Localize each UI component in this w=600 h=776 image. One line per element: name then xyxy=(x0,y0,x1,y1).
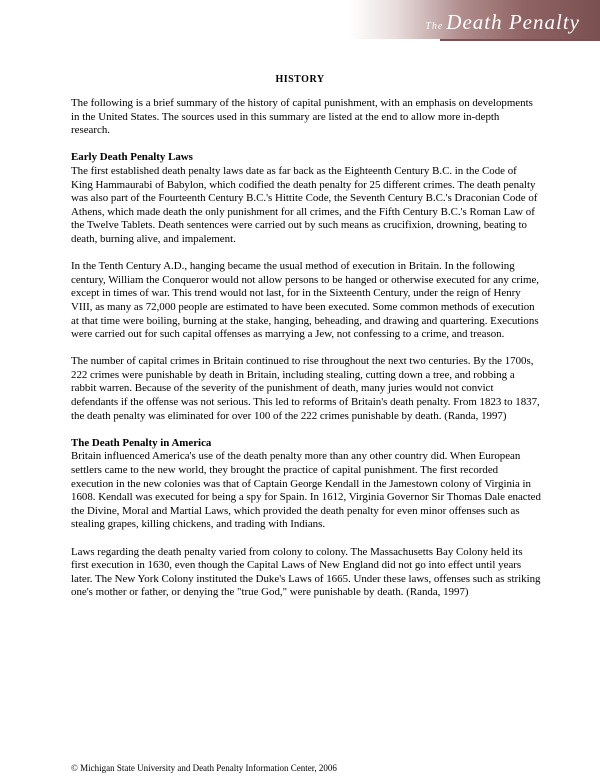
page-title: HISTORY xyxy=(275,74,325,85)
header-banner xyxy=(350,0,600,39)
section-heading-early-laws: Early Death Penalty Laws xyxy=(71,151,193,164)
banner-title xyxy=(425,10,580,35)
footer-copyright: © Michigan State University and Death Penalty Information Center, 2006 xyxy=(71,763,337,773)
banner-the: The xyxy=(425,21,444,32)
paragraph: The first established death penalty laws date as far back as the Eighteenth Century B.C. in the Code of King Hammaurabi of Babylon, which codified the death penalty for 25 different crimes. The death penalty was also part of the Fourteenth Century B.C.'s Hittite Code, the Seventh Century B.C.'s Draconian Code of Athens, which made death the only punishment for all crimes, and the Fifth Century B.C.'s Roman Law of the Twelve Tablets. Death sentences were carried out by such means as crucifixion, drowning, beating to death, burning alive, and impalement. xyxy=(71,164,538,245)
paragraph: The number of capital crimes in Britain continued to rise throughout the next two centuries. By the 1700s, 222 crimes were punishable by death in Britain, including stealing, cutting down a tree, and robbing a rabbit warren. Because of the severity of the punishment of death, many juries would not convict defendants if the offense was not serious. This led to reforms of Britain's death penalty. From 1823 to 1837, the death penalty was eliminated for over 100 of the 222 crimes punishable by death. (Randa, 1997) xyxy=(71,355,540,422)
intro-paragraph: The following is a brief summary of the history of capital punishment, with an emphasis on developments in the United States. The sources used in this summary are listed at the end to allow more in-depth research. xyxy=(71,97,533,137)
paragraph: In the Tenth Century A.D., hanging became the usual method of execution in Britain. In the following century, William the Conqueror would not allow persons to be hanged or otherwise executed for any crime, except in times of war. This trend would not last, for in the Sixteenth Century, under the reign of Henry VIII, as many as 72,000 people are estimated to have been executed. Some common methods of execution at that time were boiling, burning at the stake, hanging, beheading, and drawing and quartering. Executions were carried out for such capital offenses as marrying a Jew, not confessing to a crime, and treason. xyxy=(71,260,540,341)
section-heading-america: The Death Penalty in America xyxy=(71,436,212,449)
document-body xyxy=(71,97,541,614)
banner-title-text: Death Penalty xyxy=(446,10,580,34)
paragraph: Laws regarding the death penalty varied from colony to colony. The Massachusetts Bay Colony held its first execution in 1630, even though the Capital Laws of New England did not go into effect until years later. The New York Colony instituted the Duke's Laws of 1665. Under these laws, offenses such as striking one's mother or father, or denying the "true God," were punishable by death. (Randa, 1997) xyxy=(71,545,541,599)
header-rule xyxy=(440,39,600,41)
paragraph: Britain influenced America's use of the death penalty more than any other country did. When European settlers came to the new world, they brought the practice of capital punishment. The first recorded execution in the new colonies was that of Captain George Kendall in the Jamestown colony of Virginia in 1608. Kendall was executed for being a spy for Spain. In 1612, Virginia Governor Sir Thomas Dale enacted the Divine, Moral and Martial Laws, which provided the death penalty for even minor offenses such as stealing grapes, killing chickens, and trading with Indians. xyxy=(71,450,541,531)
